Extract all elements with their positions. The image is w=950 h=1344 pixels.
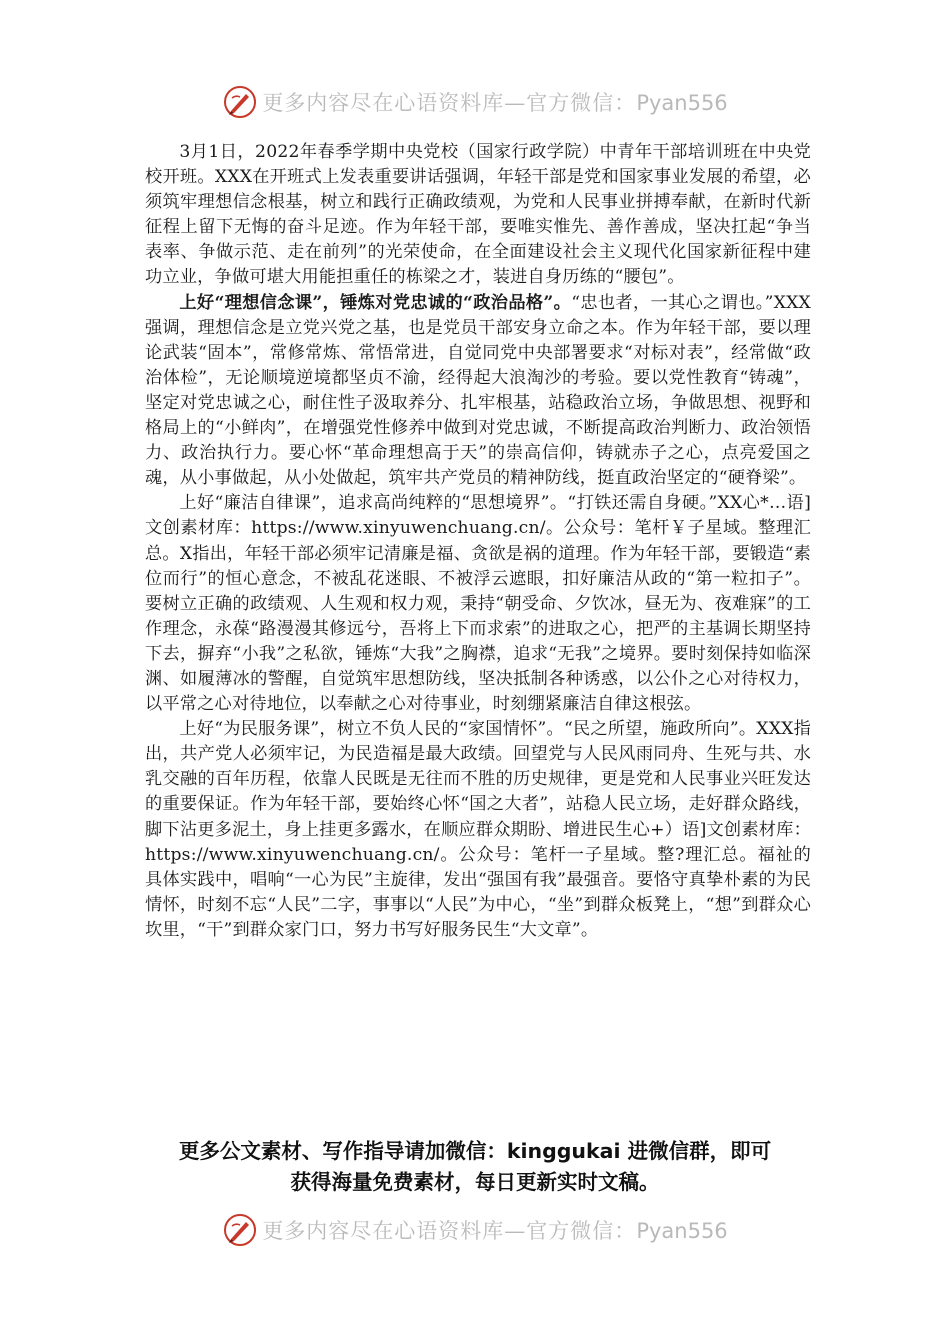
header-banner [0,80,950,124]
pen-seal-logo-icon [222,1212,258,1248]
footer-wechat-id: Pyan556 [636,1219,728,1243]
footer-notice [120,1136,830,1198]
article-body [145,140,811,943]
paragraph-lead-heading: 上好“理想信念课”，锤炼对党忠诚的“政治品格”。 [179,292,572,313]
paragraph-text: 上好“廉洁自律课”，追求高尚纯粹的“思想境界”。“打铁还需自身硬。”XX心*…语]文创素材库：https://www.xinyuwenchuang.cn/。公众号：笔杆￥子星域。整理汇总。X指出，年轻干部必须牢记清廉是福、贪欲是祸的道理。作为年轻干部，要锻造“素位而行”的恒心意念，不被乱花迷眼、不被浮云遮眼，扣好廉洁从政的“第一粒扣子”。要树立正确的政绩观、人生观和权力观，秉持“朝受命、夕饮冰，昼无为、夜难寐”的工作理念，永葆“路漫漫其修远兮，吾将上下而求索”的进取之心，把严的主基调长期坚持下去，摒弃“小我”之私欲，锤炼“大我”之胸襟，追求“无我”之境界。要时刻保持如临深渊、如履薄冰的警醒，自觉筑牢思想防线，坚决抵制各种诱惑，以公仆之心对待权力，以平常之心对待地位，以奉献之心对待事业，时刻绷紧廉洁自律这根弦。 [145,493,811,715]
paragraph-text: 3月1日，2022年春季学期中央党校（国家行政学院）中青年干部培训班在中央党校开班。XXX在开班式上发表重要讲话强调，年轻干部是党和国家事业发展的希望，必须筑牢理想信念根基，树立和践行正确政绩观，为党和人民事业拼搏奉献，在新时代新征程上留下无悔的奋斗足迹。作为年轻干部，要唯实惟先、善作善成，坚决扛起“争当表率、争做示范、走在前列”的光荣使命，在全面建设社会主义现代化国家新征程中建功立业，争做可堪大用能担重任的栋梁之才，装进自身历练的“腰包”。 [145,142,811,288]
footer-banner [0,1208,950,1252]
article-paragraph-integrity [145,491,811,717]
footer-notice-line-2: 获得海量免费素材，每日更新实时文稿。 [290,1170,660,1194]
article-paragraph-intro [145,140,811,291]
paragraph-text: 上好“为民服务课”，树立不负人民的“家国情怀”。“民之所望，施政所向”。XXX指出，共产党人必须牢记，为民造福是最大政绩。回望党与人民风雨同舟、生死与共、水乳交融的百年历程，依靠人民既是无往而不胜的历史规律，更是党和人民事业兴旺发达的重要保证。作为年轻干部，要始终心怀“国之大者”，站稳人民立场，走好群众路线，脚下沾更多泥土，身上挂更多露水，在顺应群众期盼、增进民生心+）语]文创素材库：https://www.xinyuwenchuang.cn/。公众号：笔杆一子星域。整?理汇总。福祉的具体实践中，唱响“一心为民”主旋律，发出“强国有我”最强音。要恪守真挚朴素的为民情怀，时刻不忘“人民”二字，事事以“人民”为中心，“坐”到群众板凳上，“想”到群众心坎里，“干”到群众家门口，努力书写好服务民生“大文章”。 [145,719,811,940]
footer-banner-text [262,1215,727,1245]
footer-banner-prefix: 更多内容尽在心语资料库—官方微信： [262,1219,637,1243]
paragraph-text: “忠也者，一其心之谓也。”XXX强调，理想信念是立党兴党之基，也是党员干部安身立命之本。作为年轻干部，要以理论武装“固本”，常修常炼、常悟常进，自觉同党中央部署要求“对标对表”，经常做“政治体检”，无论顺境逆境都坚贞不渝，经得起大浪淘沙的考验。要以党性教育“铸魂”，坚定对党忠诚之心，耐住性子汲取养分、扎牢根基，站稳政治立场，争做思想、视野和格局上的“小鲜肉”，在增强党性修养中做到对党忠诚，不断提高政治判断力、政治领悟力、政治执行力。要心怀“革命理想高于天”的崇高信仰，铸就赤子之心，点亮爱国之魂，从小事做起，从小处做起，筑牢共产党员的精神防线，挺直政治坚定的“硬脊梁”。 [145,292,811,489]
footer-notice-line-1: 更多公文素材、写作指导请加微信：kinggukai 进微信群，即可 [178,1139,772,1163]
header-wechat-id: Pyan556 [636,91,728,115]
article-paragraph-service [145,717,811,943]
header-banner-prefix: 更多内容尽在心语资料库—官方微信： [262,91,637,115]
header-banner-inner [222,84,727,120]
header-banner-text [262,87,727,117]
article-paragraph-ideals [145,291,811,492]
footer-banner-inner [222,1212,727,1248]
pen-seal-logo-icon [222,84,258,120]
